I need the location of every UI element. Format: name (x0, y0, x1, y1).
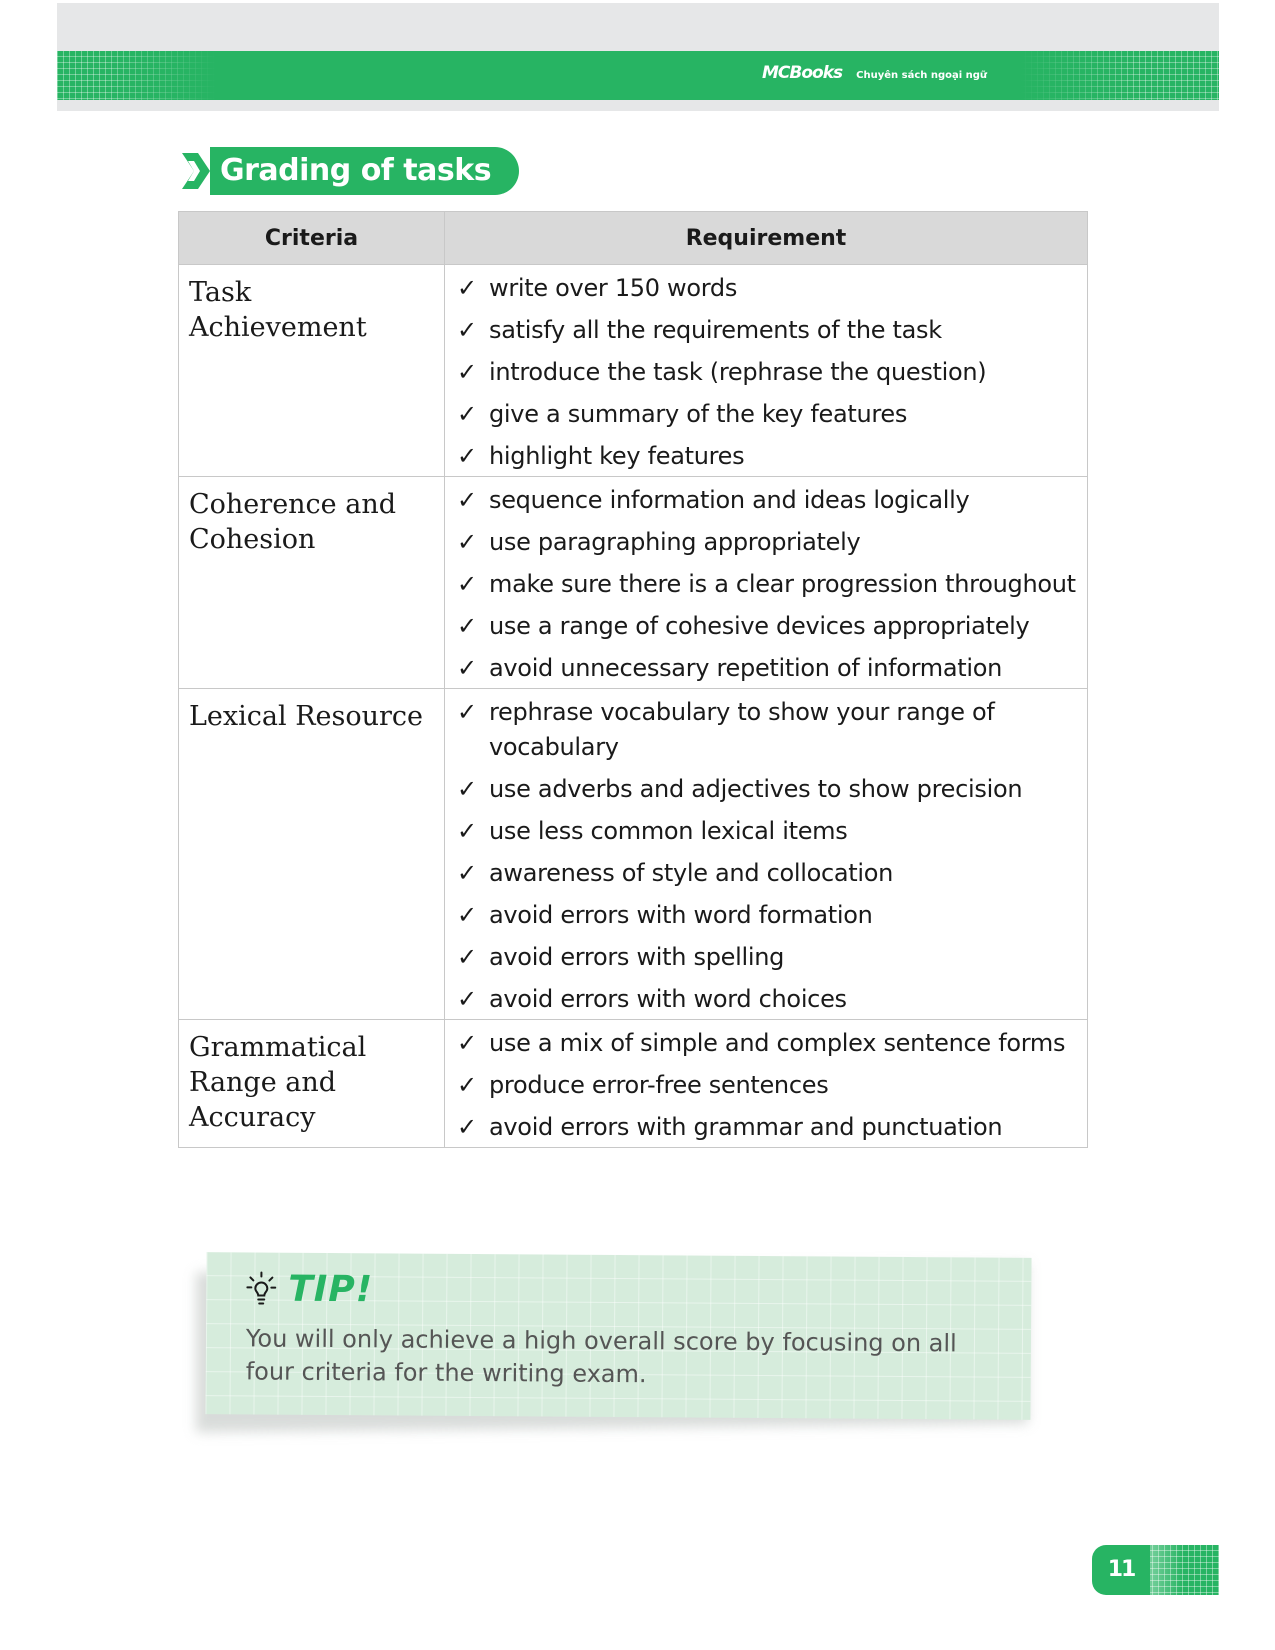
requirement-item: ✓ use a mix of simple and complex sentence forms (445, 1026, 1087, 1061)
tip-box (205, 1252, 1031, 1420)
requirement-item: ✓ use less common lexical items (445, 814, 1087, 849)
requirement-cell (445, 477, 1088, 689)
requirement-item: ✓ avoid errors with grammar and punctuation (445, 1110, 1087, 1145)
brand (762, 63, 987, 87)
table-row (179, 1020, 1088, 1148)
table-row (179, 689, 1088, 1020)
criterion-cell: Lexical Resource (179, 689, 445, 1020)
check-icon: ✓ (457, 985, 478, 1013)
requirement-item: ✓ produce error-free sentences (445, 1068, 1087, 1103)
page-number-badge (1092, 1545, 1219, 1595)
chevron-right-icon (178, 149, 212, 193)
header-bar (57, 51, 1219, 100)
check-icon: ✓ (457, 486, 478, 514)
check-icon: ✓ (457, 1071, 478, 1099)
requirement-item: ✓ rephrase vocabulary to show your range of vocabulary (445, 695, 1087, 765)
requirement-item: ✓ highlight key features (445, 439, 1087, 474)
tip-title: TIP! (288, 1268, 374, 1311)
check-icon: ✓ (457, 1029, 478, 1057)
check-icon: ✓ (457, 316, 478, 344)
check-icon: ✓ (457, 859, 478, 887)
table-row (179, 477, 1088, 689)
requirement-item: ✓ avoid errors with spelling (445, 940, 1087, 975)
tip-body: You will only achieve a high overall score by focusing on all four criteria for the writing exam. (245, 1324, 957, 1389)
check-icon: ✓ (457, 817, 478, 845)
requirement-item: ✓ sequence information and ideas logically (445, 483, 1087, 518)
requirement-item: ✓ avoid unnecessary repetition of information (445, 651, 1087, 686)
brand-tagline: Chuyên sách ngoại ngữ (856, 70, 988, 81)
requirement-item: ✓ use a range of cohesive devices appropriately (445, 609, 1087, 644)
criterion-cell: Coherence and Cohesion (179, 477, 445, 689)
check-icon: ✓ (457, 698, 478, 726)
check-icon: ✓ (457, 775, 478, 803)
check-icon: ✓ (457, 570, 478, 598)
table-header-row (179, 212, 1088, 265)
criterion-cell: Grammatical Range and Accuracy (179, 1020, 445, 1148)
pixel-pattern-left (57, 51, 217, 100)
column-header-requirement: Requirement (445, 212, 1088, 265)
check-icon: ✓ (457, 943, 478, 971)
check-icon: ✓ (457, 901, 478, 929)
pixel-pattern-right (1019, 51, 1219, 100)
grading-table (178, 211, 1088, 1148)
requirement-item: ✓ avoid errors with word formation (445, 898, 1087, 933)
requirement-item: ✓ give a summary of the key features (445, 397, 1087, 432)
check-icon: ✓ (457, 654, 478, 682)
requirement-item: ✓ use paragraphing appropriately (445, 525, 1087, 560)
tip-header (246, 1268, 373, 1310)
requirement-cell (445, 1020, 1088, 1148)
check-icon: ✓ (457, 612, 478, 640)
check-icon: ✓ (457, 358, 478, 386)
lightbulb-icon (246, 1271, 276, 1307)
requirement-item: ✓ write over 150 words (445, 271, 1087, 306)
section-heading (178, 146, 519, 196)
requirement-item: ✓ introduce the task (rephrase the question) (445, 355, 1087, 390)
requirement-cell (445, 265, 1088, 477)
requirement-item: ✓ make sure there is a clear progression throughout (445, 567, 1087, 602)
requirement-item: ✓ avoid errors with word choices (445, 982, 1087, 1017)
check-icon: ✓ (457, 400, 478, 428)
page-number: 11 (1092, 1545, 1150, 1595)
check-icon: ✓ (457, 442, 478, 470)
check-icon: ✓ (457, 528, 478, 556)
requirement-cell (445, 689, 1088, 1020)
column-header-criteria: Criteria (179, 212, 445, 265)
check-icon: ✓ (457, 1113, 478, 1141)
table-row (179, 265, 1088, 477)
requirement-item: ✓ satisfy all the requirements of the task (445, 313, 1087, 348)
requirement-item: ✓ awareness of style and collocation (445, 856, 1087, 891)
section-title: Grading of tasks (210, 147, 519, 195)
requirement-item: ✓ use adverbs and adjectives to show precision (445, 772, 1087, 807)
criterion-cell: Task Achievement (179, 265, 445, 477)
brand-logo: MCBooks (762, 63, 843, 83)
check-icon: ✓ (457, 274, 478, 302)
